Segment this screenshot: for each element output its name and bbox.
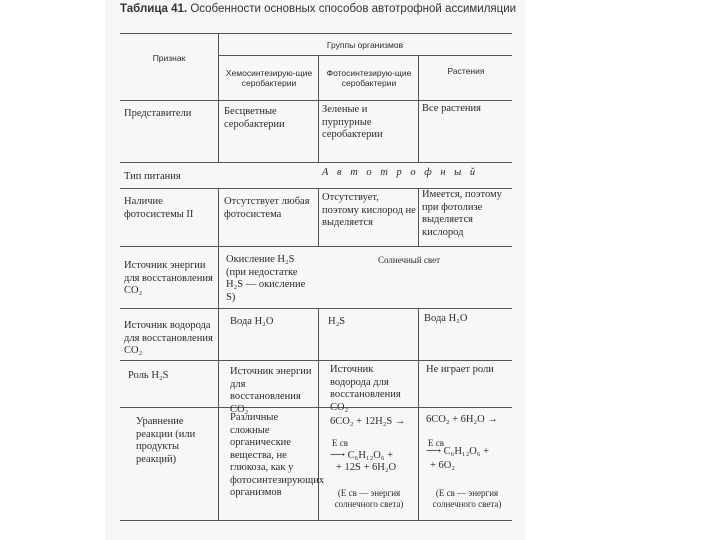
row-h2s-role-feature: Роль H₂S [128,370,169,381]
row-h2s-role-chemo: Источник энергии для восстановления CO₂ [230,366,312,415]
row-h2s-role-plants: Не играет роли [426,364,494,375]
header-feature: Признак [152,53,186,63]
row-equation-plants-line1: 6CO₂ + 6H₂O → [426,414,498,425]
rule-row1 [120,162,512,163]
rule-top [120,33,512,34]
col-rule-2-top [318,55,319,162]
col-rule-3-top [418,55,419,162]
col-rule-2-mid [318,188,319,246]
row-photosystem-chemo: Отсутствует любая фотосистема [224,196,310,220]
row-hydrogen-plants: Вода H₂O [424,313,468,324]
row-energy-chemo: Окисление H₂S (при недостатке H₂S — окисление S) [226,254,306,303]
row-representatives-plants: Все растения [422,103,481,114]
row-equation-chemo: Различные сложные органические вещества, не глюкоза, как у фотосинтезирующих организмов [230,412,325,498]
row-equation-photo-line2: ⟶ C₆H₁₂O₆ + [330,450,394,461]
row-photosystem-photo: Отсутствует, поэтому кислород не выделяется [322,192,416,228]
rule-bottom [120,520,512,521]
col-rule-3-bottom [418,308,419,520]
row-equation-photo-line3: + 12S + 6H₂O [336,462,397,473]
header-plants: Растения [447,66,485,76]
rule-groups [218,55,512,56]
row-representatives-feature: Представители [124,108,192,119]
row-equation-photo-energy: Е св [332,438,348,448]
col-rule-1-top [218,33,219,162]
col-rule-2-bottom [318,308,319,520]
row-representatives-photo: Зеленые и пурпурные серобактерии [322,104,383,140]
row-energy-feature: Источник энергии для восстановления CO₂ [124,260,213,296]
row-equation-feature: Уравнение реакции (или продукты реакций) [136,416,196,465]
col-rule-1-bottom [218,188,219,520]
table-title [120,2,520,16]
row-equation-plants-line2: ⟶ C₆H₁₂O₆ + [426,446,490,457]
rule-row5 [120,360,512,361]
table-caption: Особенности основных способов автотрофной ассимиляции [190,3,517,15]
row-photosystem-plants: Имеется, поэтому при фотолизе выделяется кислород [422,189,502,238]
row-equation-photo-line1: 6CO₂ + 12H₂S → [330,416,406,427]
row-energy-merged: Солнечный свет [378,255,441,265]
row-nutrition-merged: А в т о т р о ф н ы й [322,167,479,178]
row-nutrition-feature: Тип питания [124,171,181,182]
row-hydrogen-photo: H₂S [328,316,346,327]
row-equation-plants-energy: Е св [428,438,444,448]
row-equation-plants-line3: + 6O₂ [430,460,456,471]
col-rule-3-mid [418,188,419,246]
row-equation-photo-note: (Е св — энергия солнечного света) [334,488,404,509]
row-h2s-role-photo: Источник водорода для восстановления CO₂ [330,364,401,413]
row-hydrogen-chemo: Вода H₂O [230,316,274,327]
header-photo: Фотосинтезирую-щие серобактерии [326,68,412,88]
rule-row4 [120,308,512,309]
row-hydrogen-feature: Источник водорода для восстановления CO₂ [124,320,213,356]
rule-row3 [120,246,512,247]
header-groups: Группы организмов [326,40,404,50]
rule-row6 [120,407,512,408]
row-photosystem-feature: Наличие фотосистемы II [124,196,194,220]
table-number: Таблица 41. [120,3,188,15]
header-chemo: Хемосинтезирую-щие серобактерии [225,68,313,88]
row-equation-plants-note: (Е св — энергия солнечного света) [432,488,502,509]
rule-header-bottom [120,100,512,101]
row-representatives-chemo: Бесцветные серобактерии [224,106,285,130]
